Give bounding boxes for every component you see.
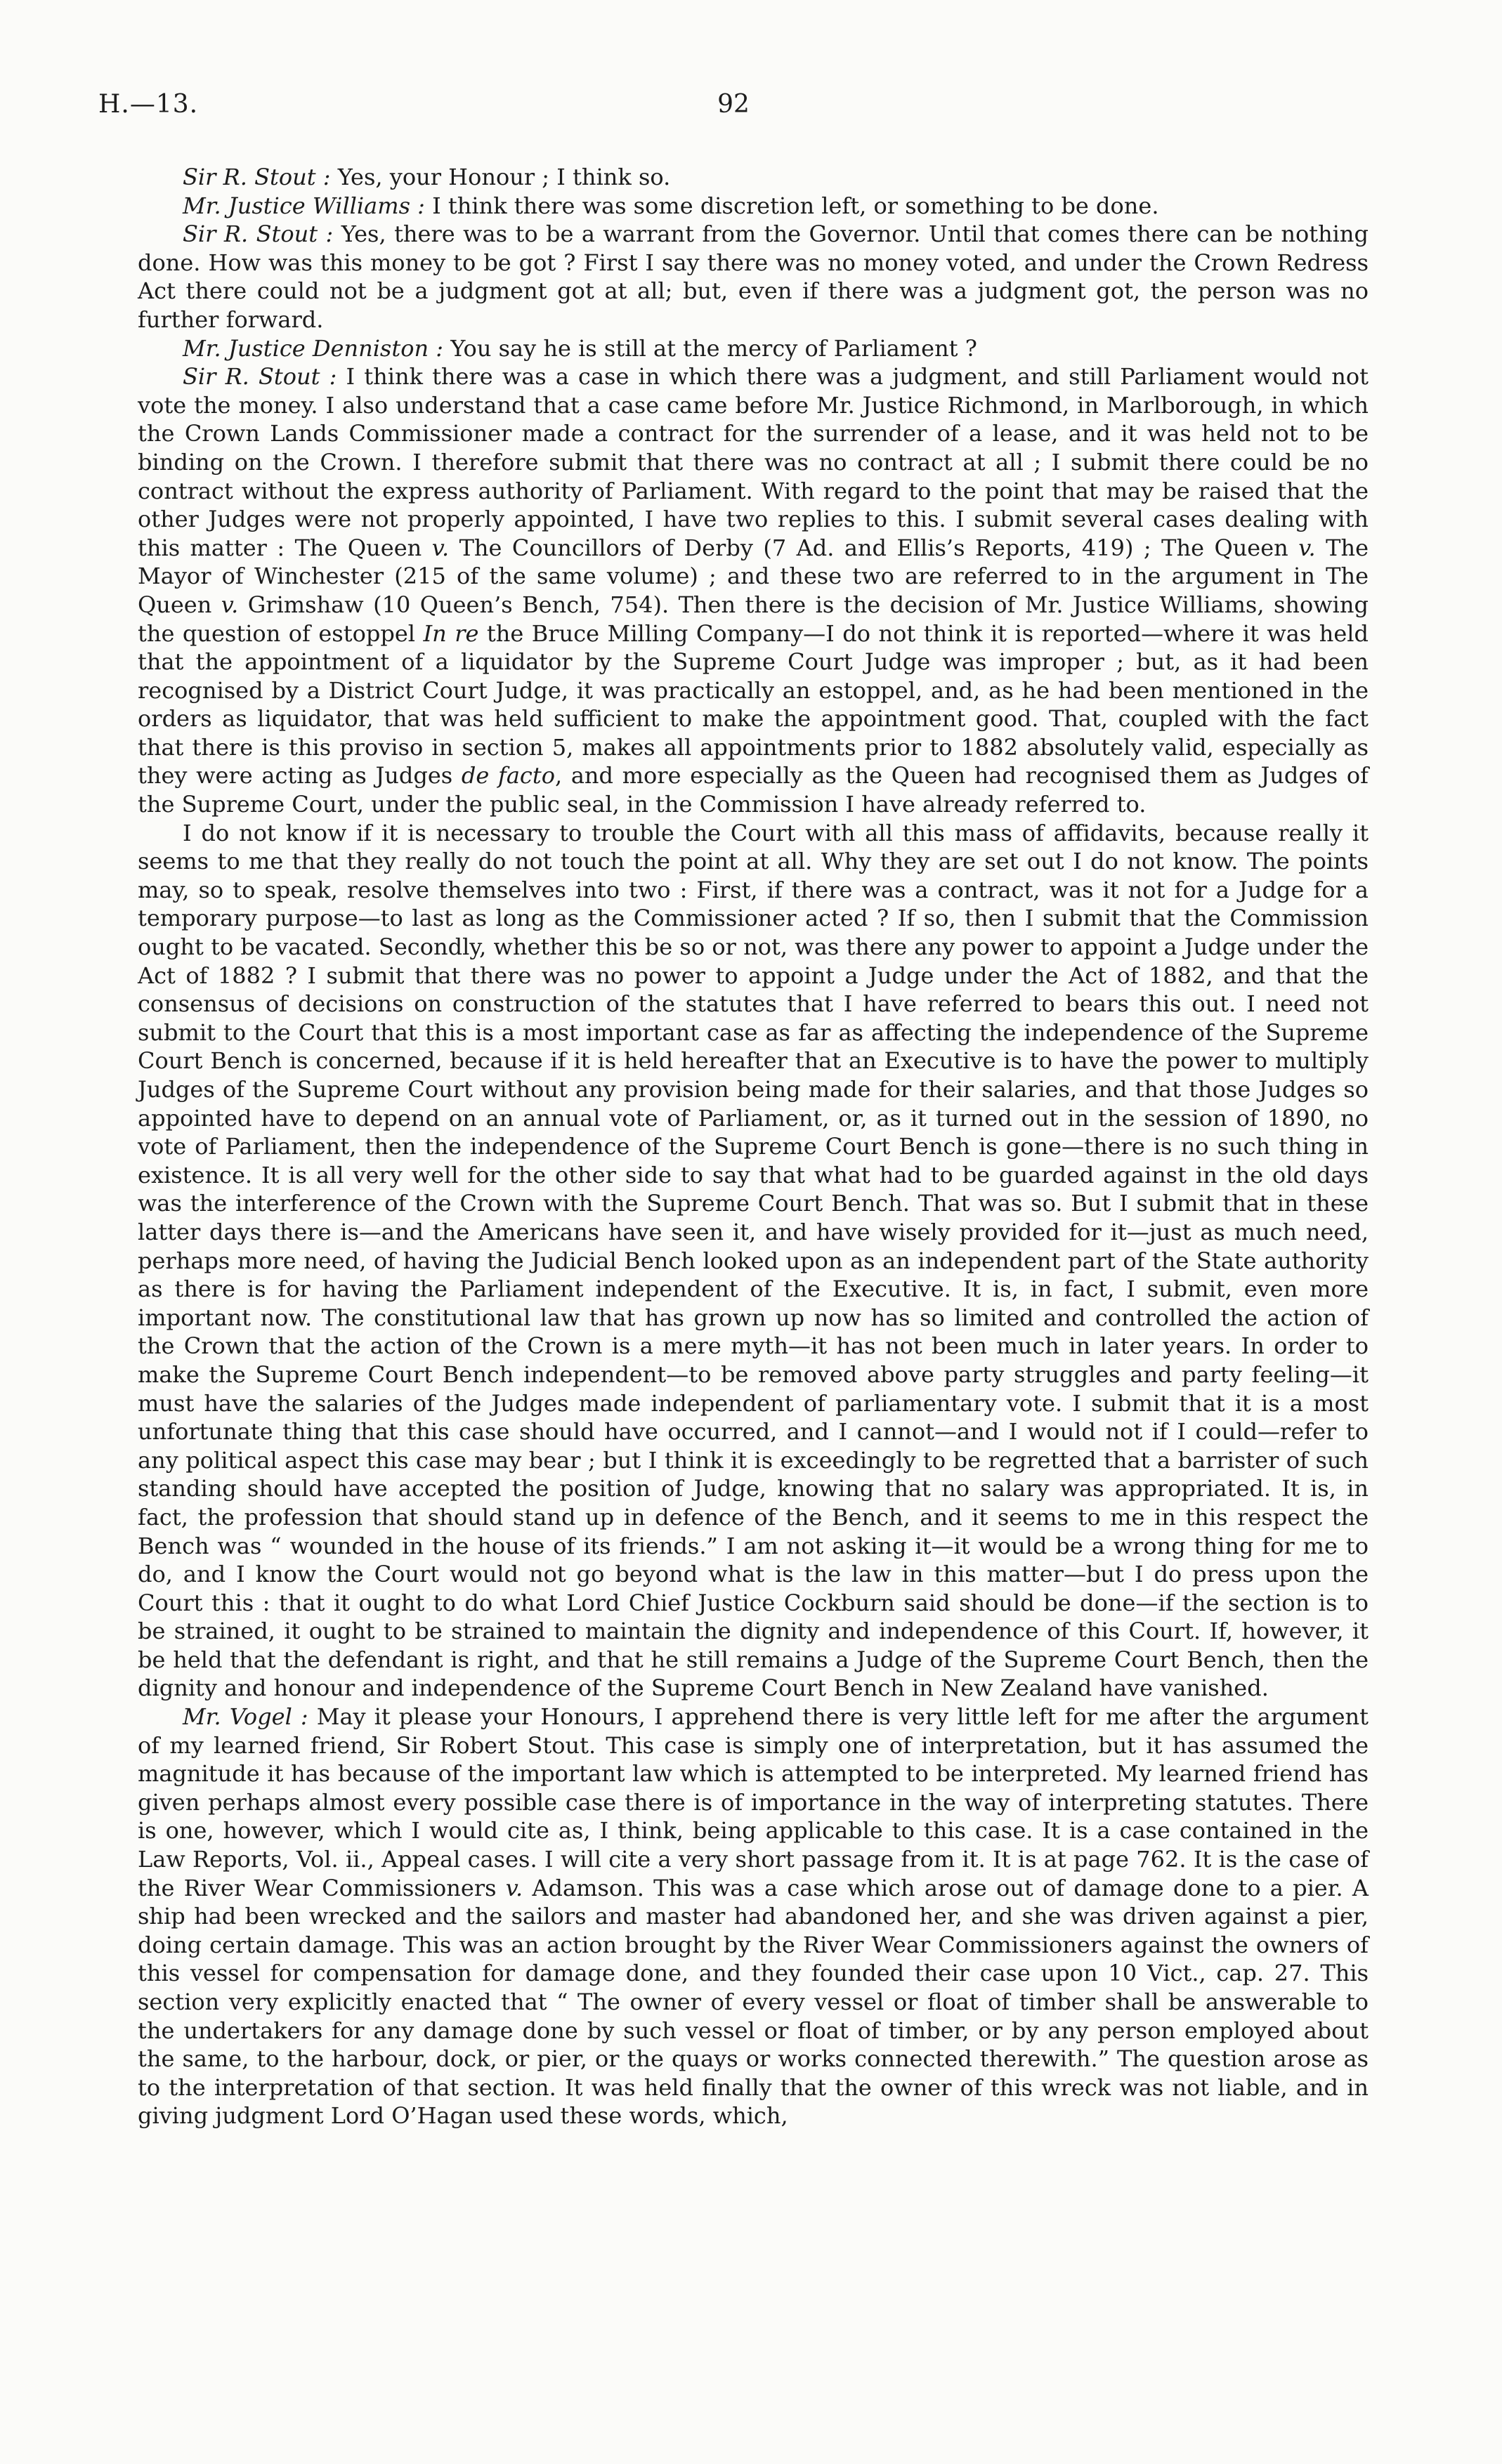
paragraph: Mr. Vogel : May it please your Honours, I apprehend there is very little left for me after the argument of my learned friend, Sir Robert Stout. This case is simply one of interpretation, but it has assumed the magnitude it has because of the important law which is attempted to be interpreted. My learned friend has given perhaps almost every possible case there is of importance in the way of interpreting statutes. There is one, however, which I would cite as, I think, being applicable to this case. It is a case contained in the Law Reports, Vol. ii., Appeal cases. I will cite a very short passage from it. It is at page 762. It is the case of the River Wear Commissioners v. Adamson. This was a case which arose out of damage done to a pier. A ship had been wrecked and the sailors and master had abandoned her, and she was driven against a pier, doing certain damage. This was an action brought by the River Wear Commissioners against the owners of this vessel for compensation for damage done, and they founded their case upon 10 Vict., cap. 27. This section very explicitly enacted that “ The owner of every vessel or float of timber shall be answerable to the undertakers for any damage done by such vessel or float of timber, or by any person employed about the same, to the harbour, dock, or pier, or the quays or works connected therewith.” The question arose as to the interpretation of that section. It was held finally that the owner of this wreck was not liable, and in giving judgment Lord O’Hagan used these words, which, (138, 1703, 1369, 2130)
speaker-label: Sir R. Stout : (183, 221, 334, 248)
speaker-label: Sir R. Stout : (183, 363, 337, 391)
case-versus: v. (1298, 534, 1316, 561)
paragraph: Sir R. Stout : Yes, your Honour ; I think so. (183, 164, 671, 190)
paragraph: Sir R. Stout : Yes, there was to be a warrant from the Governor. Until that comes there can be nothing done. How was this money to be got ? First I say there was no money voted, and under the Crown Redress Act there could not be a judgment got at all; but, even if there was a judgment got, the person was no further forward. (138, 221, 1369, 333)
latin-term: de facto (461, 762, 555, 789)
paragraph: Mr. Justice Denniston : You say he is still at the mercy of Parliament ? (183, 334, 977, 362)
paragraph: I do not know if it is necessary to trouble the Court with all this mass of affidavits, because really it seems to me that they really do not touch the point at all. Why they are set out I do not know. The points may, so to speak, resolve themselves into two : First, if there was a contract, was it not for a Judge for a temporary purpose—to last as long as the Commissioner acted ? If so, then I submit that the Commission ought to be vacated. Secondly, whether this be so or not, was there any power to appoint a Judge under the Act of 1882 ? I submit that there was no power to appoint a Judge under the Act of 1882, and that the consensus of decisions on construction of the statutes that I have referred to bears this out. I need not submit to the Court that this is a most important case as far as affecting the independence of the Supreme Court Bench is concerned, because if it is held hereafter that an Executive is to have the power to multiply Judges of the Supreme Court without any provision being made for their salaries, and that those Judges so appointed have to depend on an annual vote of Parliament, or, as it turned out in the session of 1890, no vote of Parliament, then the independence of the Supreme Court Bench is gone—there is no such thing in existence. It is all very well for the other side to say that what had to be guarded against in the old days was the interference of the Crown with the Supreme Court Bench. That was so. But I submit that in these latter days there is—and the Americans have seen it, and have wisely provided for it—just as much need, perhaps more need, of having the Judicial Bench looked upon as an independent part of the State authority as there is for having the Parliament independent of the Executive. It is, in fact, I submit, even more important now. The constitutional law that has grown up now has so limited and controlled the action of the Crown that the action of the Crown is a mere myth—it has not been much in later years. In order to make the Supreme Court Bench independent—to be removed above party struggles and party feeling—it must have the salaries of the Judges made independent of parliamentary vote. I submit that it is a most unfortunate thing that this case should have occurred, and I cannot—and I would not if I could—refer to any political aspect this case may bear ; but I think it is exceedingly to be regretted that a barrister of such standing should have accepted the position of Judge, knowing that no salary was appropriated. It is, in fact, the profession that should stand up in defence of the Bench, and it seems to me in this respect the Bench was “ wounded in the house of its friends.” I am not asking it—it would be a wrong thing for me to do, and I know the Court would not go beyond what is the law in this matter—but I do press upon the Court this : that it ought to do what Lord Chief Justice Cockburn said should be done—if the section is to be strained, it ought to be strained to maintain the dignity and independence of this Court. If, however, it be held that the defendant is right, and that he still remains a Judge of the Supreme Court Bench, then the dignity and honour and independence of the Supreme Court Bench in New Zealand have vanished. (138, 819, 1369, 1702)
paragraph: Sir R. Stout : I think there was a case in which there was a judgment, and still Parliament would not vote the money. I also understand that a case came before Mr. Justice Richmond, in Marlborough, in which the Crown Lands Commissioner made a contract for the surrender of a lease, and it was held not to be binding on the Crown. I therefore submit that there was no contract at all ; I submit there could be no contract without the express authority of Parliament. With regard to the point that may be raised that the other Judges were not properly appointed, I have two replies to this. I submit several cases dealing with this matter : The Queen v. The Councillors of Derby (7 Ad. and Ellis’s Reports, 419) ; The Queen v. The Mayor of Winchester (215 of the same volume) ; and these two are referred to in the argument in The Queen v. Grimshaw (10 Queen’s Bench, 754). Then there is the decision of Mr. Justice Williams, showing the question of estoppel In re the Bruce Milling Company—I do not think it is reported—where it was held that the appointment of a liquidator by the Supreme Court Judge was improper ; but, as it had been recognised by a District Court Judge, it was practically an estoppel, and, as he had been mentioned in the orders as liquidator, that was held sufficient to make the appointment good. That, coupled with the fact that there is this proviso in section 5, makes all appointments prior to 1882 absolutely valid, especially as they were acting as Judges de facto, and more especially as the Queen had recognised them as Judges of the Supreme Court, under the public seal, in the Commission I have already referred to. (138, 363, 1369, 818)
page-header (98, 90, 1369, 132)
speaker-label: Mr. Justice Williams : (183, 192, 425, 219)
speaker-label: Mr. Vogel : (183, 1703, 308, 1731)
page-number: 92 (717, 90, 750, 119)
paragraph: Mr. Justice Williams : I think there was some discretion left, or something to be done. (183, 192, 1159, 219)
case-versus: v. (431, 534, 450, 561)
page-body (138, 163, 1369, 2130)
latin-term: In re (423, 620, 479, 647)
speaker-label: Mr. Justice Denniston : (183, 334, 444, 362)
speaker-label: Sir R. Stout : (183, 164, 331, 190)
document-reference: H.—13. (98, 90, 199, 119)
case-versus: v. (505, 1874, 523, 1901)
case-versus: v. (221, 591, 239, 618)
